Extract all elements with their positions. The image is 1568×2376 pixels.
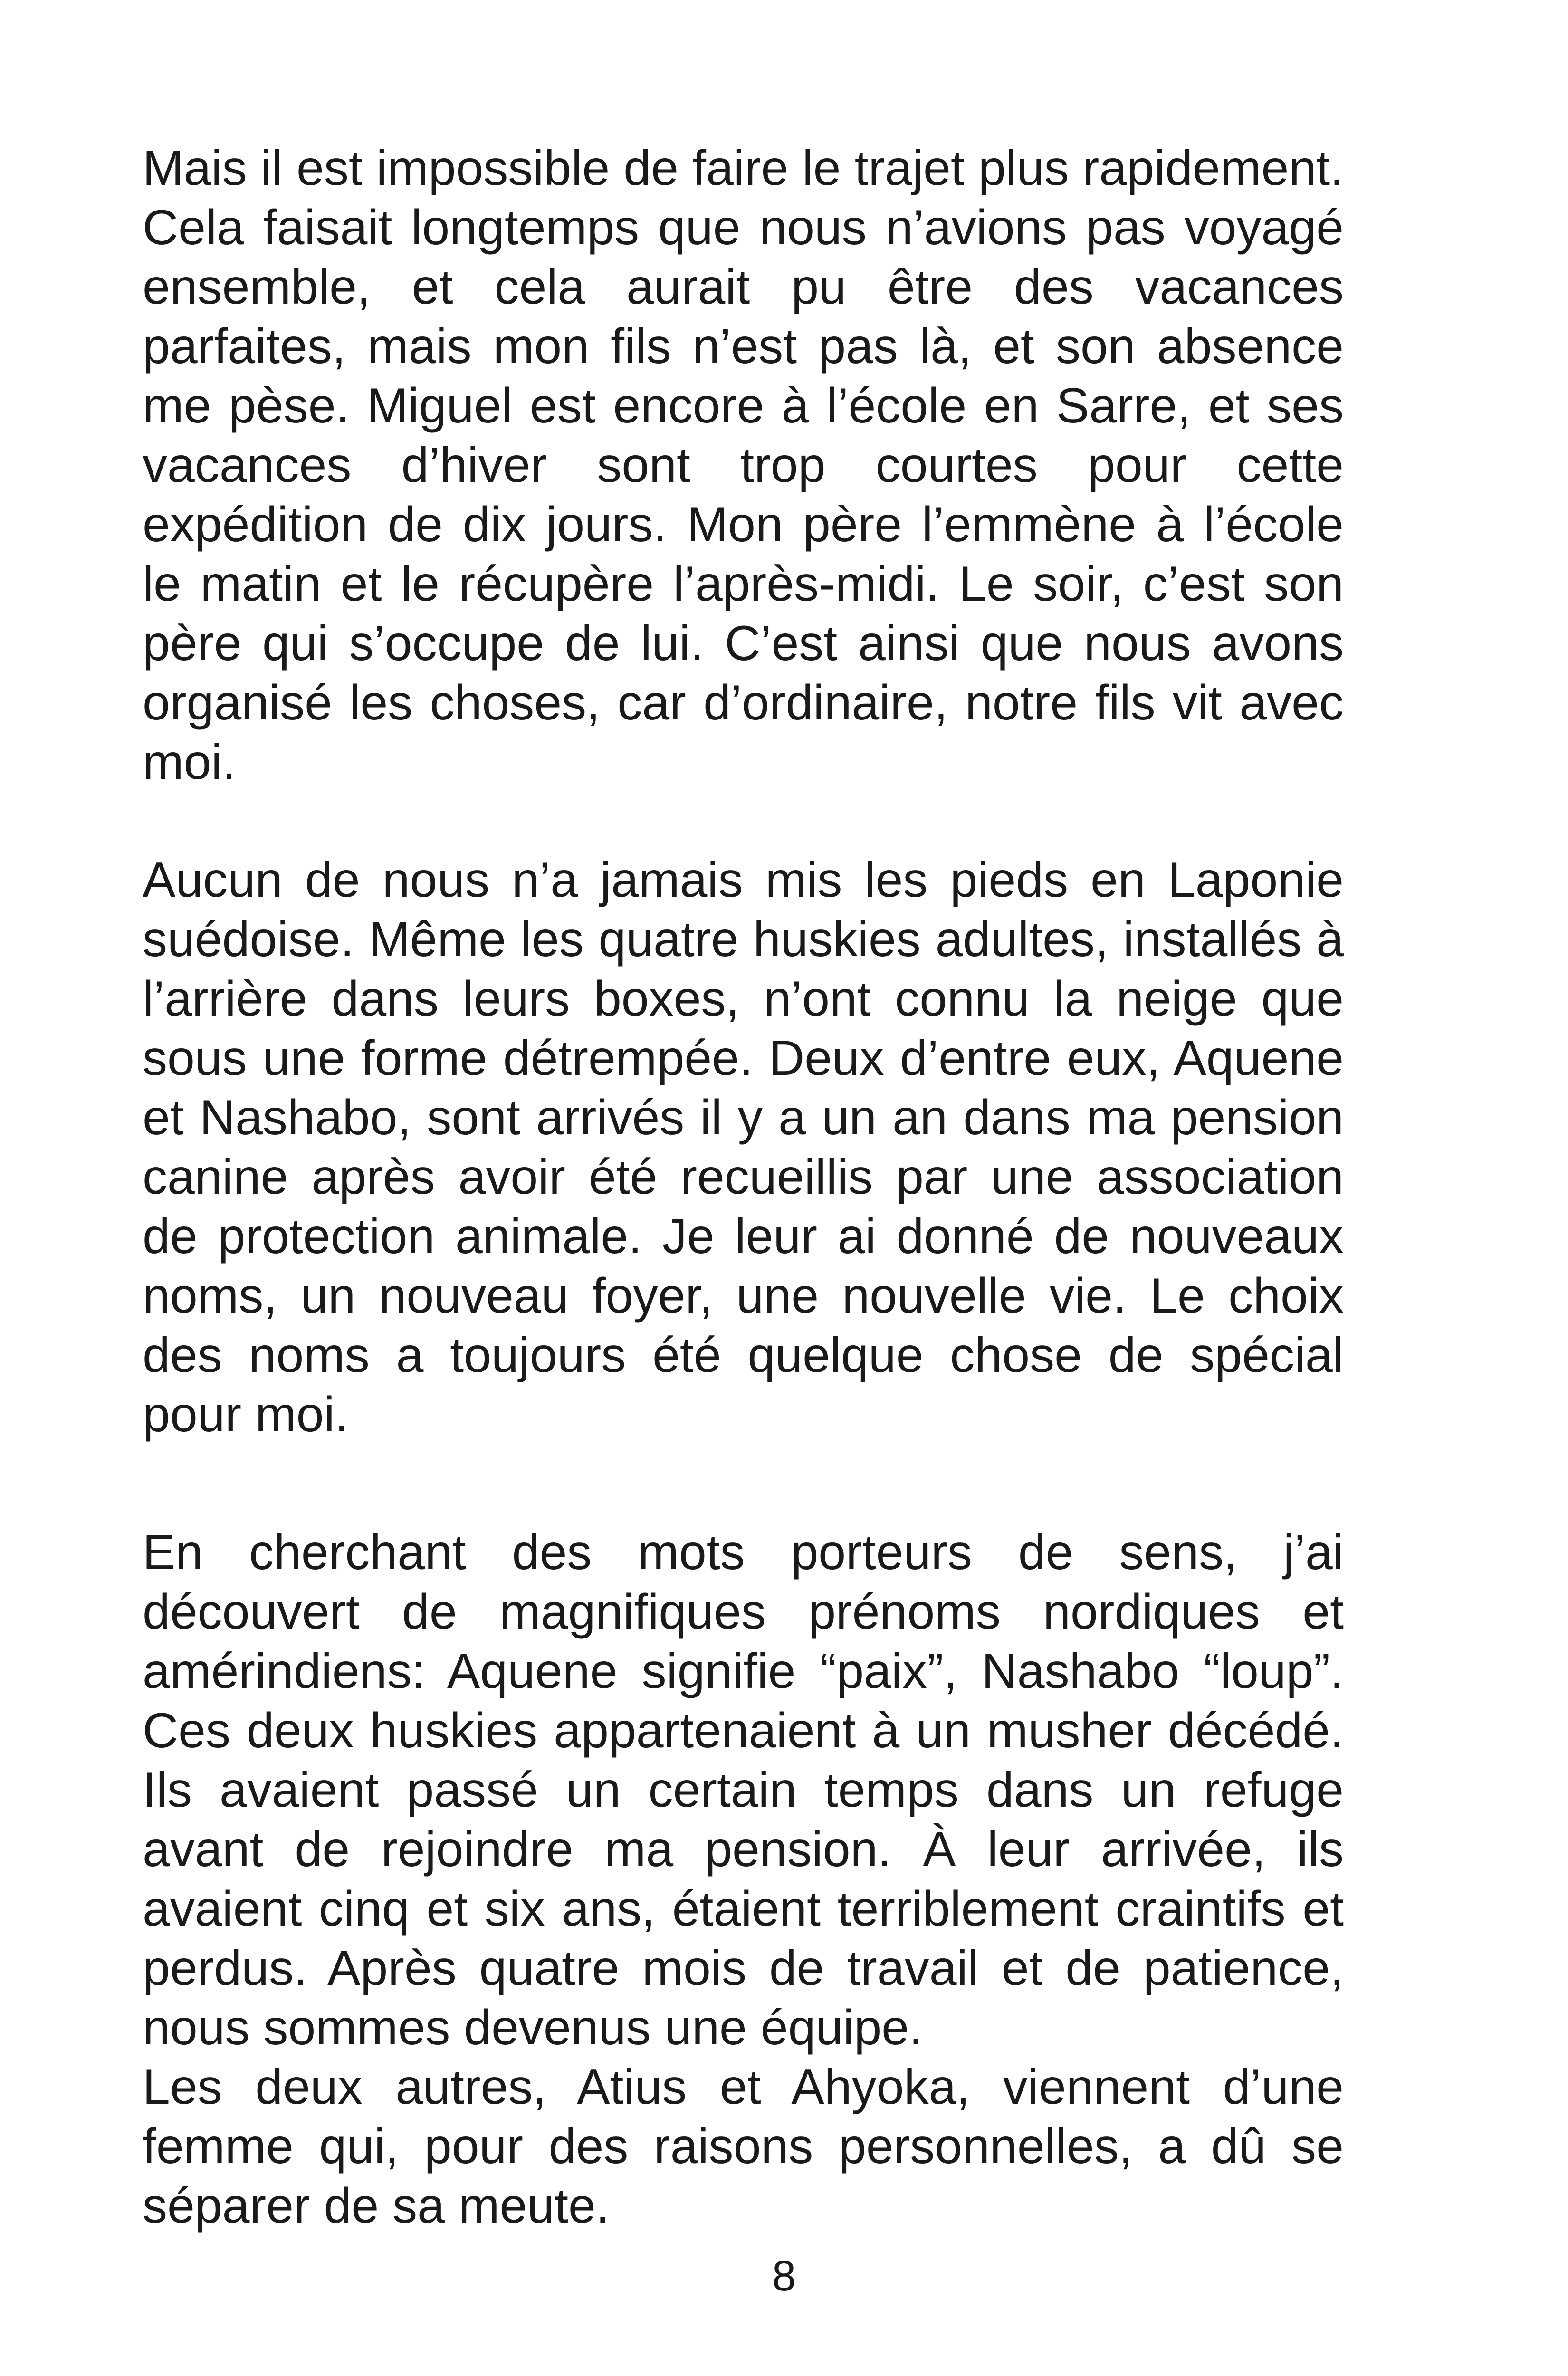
paragraph: Mais il est impossible de faire le trajet plus rapidement. Cela faisait longtemps que nous n’avions pas voyagé ensemble, et cela aurait pu être des vacances parfaites, mais mon fils n’est pas là, et son absence me pèse. Miguel est encore à l’école en Sarre, et ses vacances d’hiver sont trop courtes pour cette expédition de dix jours. Mon père l’emmène à l’école le matin et le récupère l’après-midi. Le soir, c’est son père qui s’occupe de lui. C’est ainsi que nous avons organisé les choses, car d’ordinaire, notre fils vit avec moi. <box>143 141 1344 790</box>
paragraph: Les deux autres, Atius et Ahyoka, viennent d’une femme qui, pour des raisons personnelles, a dû se séparer de sa meute. <box>143 2060 1344 2233</box>
paragraph-block <box>143 139 1344 792</box>
paragraph: En cherchant des mots porteurs de sens, j’ai découvert de magnifiques prénoms nordiques et amérindiens: Aquene signifie “paix”, Nashabo “loup”. Ces deux huskies appartenaient à un musher décédé. Ils avaient passé un certain temps dans un refuge avant de rejoindre ma pension. À leur arrivée, ils avaient cinq et six ans, étaient terriblement craintifs et perdus. Après quatre mois de travail et de patience, nous sommes devenus une équipe. <box>143 1525 1344 2055</box>
page-number: 8 <box>772 2252 796 2300</box>
paragraph-block <box>143 1523 1344 2236</box>
paragraph-block <box>143 851 1344 1445</box>
paragraph: Aucun de nous n’a jamais mis les pieds en Laponie suédoise. Même les quatre huskies adultes, installés à l’arrière dans leurs boxes, n’ont connu la neige que sous une forme détrempée. Deux d’entre eux, Aquene et Nashabo, sont arrivés il y a un an dans ma pension canine après avoir été recueillis par une association de protection animale. Je leur ai donné de nouveaux noms, un nouveau foyer, une nouvelle vie. Le choix des noms a toujours été quelque chose de spécial pour moi. <box>143 853 1344 1442</box>
